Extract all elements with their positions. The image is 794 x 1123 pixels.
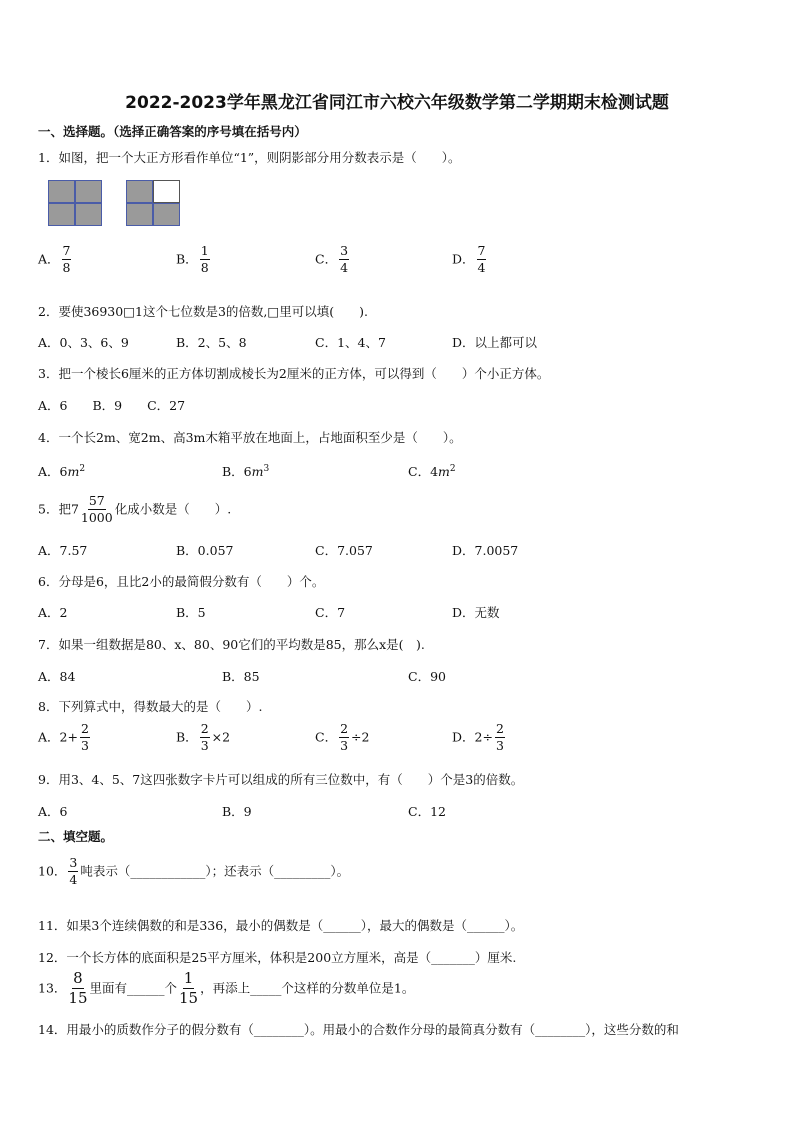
question-3: 3．把一个棱长6厘米的正方体切割成棱长为2厘米的正方体，可以得到（ ）个小正方体。 [38,366,550,381]
shaded-quarter [48,203,75,226]
q1-option-c[interactable]: C． $\frac{3}{4}$ [315,243,349,276]
q9-option-a[interactable]: A．6 [38,804,68,819]
question-11: 11．如果3个连续偶数的和是336，最小的偶数是（______），最大的偶数是（______）。 [38,918,524,933]
shaded-quarter [75,203,102,226]
q2-option-b[interactable]: B．2、5、8 [176,335,247,350]
q7-option-a[interactable]: A．84 [38,669,76,684]
question-12: 12．一个长方体的底面积是25平方厘米，体积是200立方厘米，高是（_______）厘米. [38,950,517,965]
question-8: 8．下列算式中，得数最大的是（ ）. [38,699,263,714]
q2-option-d[interactable]: D．以上都可以 [452,335,538,350]
q5-option-c[interactable]: C．7.057 [315,543,373,558]
q5-option-b[interactable]: B．0.057 [176,543,234,558]
q8-option-d[interactable]: D．2÷ $\frac{2}{3}$ [452,721,504,754]
question-6: 6．分母是6，且比2小的最简假分数有（ ）个。 [38,574,325,589]
q7-option-c[interactable]: C．90 [408,669,446,684]
q8-option-b[interactable]: B． $\frac{2}{3}$ ×2 [176,721,231,754]
q6-option-c[interactable]: C．7 [315,605,346,620]
question-14: 14．用最小的质数作分子的假分数有（________）。用最小的合数作分母的最简真分数有（________），这些分数的和 [38,1022,679,1037]
question-2: 2．要使36930□1这个七位数是3的倍数,□里可以填( ). [38,304,368,319]
q5-option-a[interactable]: A．7.57 [38,543,88,558]
q2-option-a[interactable]: A．0、3、6、9 [38,335,129,350]
q4-option-b[interactable]: B．$6m^3$ [222,463,270,479]
q6-option-d[interactable]: D．无数 [452,605,500,620]
q4-option-c[interactable]: C．$4m^2$ [408,463,456,479]
question-7: 7．如果一组数据是80、x、80、90它们的平均数是85，那么x是( ). [38,637,425,652]
q9-option-c[interactable]: C．12 [408,804,446,819]
q4-option-a[interactable]: A．$6m^2$ [38,463,86,479]
q1-option-d[interactable]: D． $\frac{7}{4}$ [452,243,486,276]
q1-option-a[interactable]: A． $\frac{7}{8}$ [38,243,71,276]
q1-option-b[interactable]: B． $\frac{1}{8}$ [176,243,209,276]
section-choice-heading: 一、选择题。（选择正确答案的序号填在括号内） [38,124,307,139]
figure-square-2 [126,180,180,226]
q8-option-c[interactable]: C． $\frac{2}{3}$ ÷2 [315,721,370,754]
question-13: 13． $\frac{8}{15}$ 里面有______个 $\frac{1}{15}$ ，再添上_____个这样的分数单位是1。 [38,969,415,1008]
unshaded-quarter [153,180,180,203]
shaded-quarter [48,180,75,203]
q6-option-a[interactable]: A．2 [38,605,68,620]
q9-option-b[interactable]: B．9 [222,804,252,819]
shaded-quarter [75,180,102,203]
question-4: 4．一个长2m、宽2m、高3m木箱平放在地面上，占地面积至少是（ ）。 [38,430,462,445]
q5-option-d[interactable]: D．7.0057 [452,543,519,558]
figure-square-1 [48,180,102,226]
shaded-quarter [153,203,180,226]
shaded-quarter [126,180,153,203]
q6-option-b[interactable]: B．5 [176,605,206,620]
q2-option-c[interactable]: C．1、4、7 [315,335,386,350]
question-10: 10． $\frac{3}{4}$ 吨表示（____________）；还表示（_________）。 [38,855,350,888]
question-9: 9．用3、4、5、7这四张数字卡片可以组成的所有三位数中，有（ ）个是3的倍数。 [38,772,524,787]
q3-options[interactable]: A．6 B．9 C．27 [38,398,186,413]
question-1: 1．如图，把一个大正方形看作单位“1”，则阴影部分用分数表示是（ ）。 [38,150,461,165]
q7-option-b[interactable]: B．85 [222,669,260,684]
page-title: 2022-2023学年黑龙江省同江市六校六年级数学第二学期期末检测试题 [125,93,669,113]
q8-option-a[interactable]: A．2+ $\frac{2}{3}$ [38,721,89,754]
section-fill-heading: 二、填空题。 [38,829,114,844]
shaded-quarter [126,203,153,226]
question-5: 5．把7 $\frac{57}{1000}$ 化成小数是（ ）. [38,493,232,526]
